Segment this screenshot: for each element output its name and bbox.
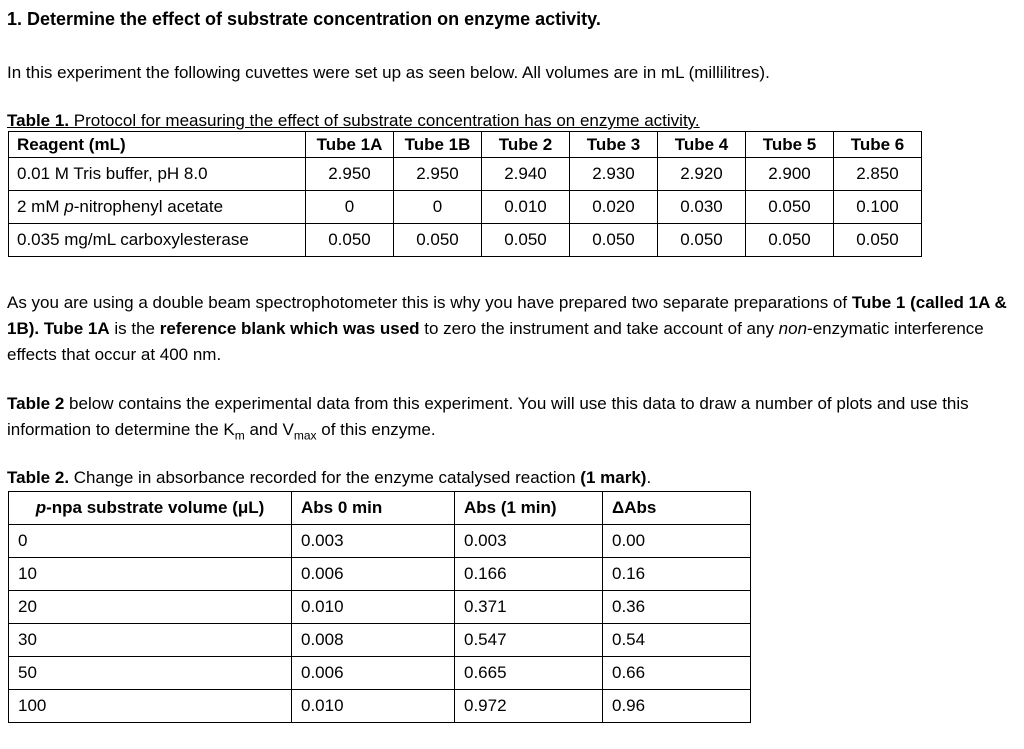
- table1-header-row: [9, 132, 922, 158]
- volume-cell: 0.050: [482, 224, 570, 257]
- table2-header-cell: ΔAbs: [603, 492, 751, 525]
- reagent-cell: 2 mM p-nitrophenyl acetate: [9, 191, 306, 224]
- table2-intro-paragraph: Table 2 below contains the experimental data from this experiment. You will use this data to draw a number of plots and use this information to determine the $K_m$ and $V_{max}$ of this enzyme.: [7, 394, 969, 443]
- volume-cell: 0: [394, 191, 482, 224]
- abs-0min-cell: 0.006: [292, 558, 455, 591]
- table-row: [9, 191, 922, 224]
- volume-cell: 2.920: [658, 158, 746, 191]
- table1-caption-text: Protocol for measuring the effect of substrate concentration has on enzyme activity.: [69, 111, 700, 130]
- abs-0min-cell: 0.008: [292, 624, 455, 657]
- volume-cell: 0.020: [570, 191, 658, 224]
- table1-header-cell: Tube 2: [482, 132, 570, 158]
- volume-cell: 0.050: [570, 224, 658, 257]
- spectrophotometer-paragraph: As you are using a double beam spectrophotometer this is why you have prepared two separate preparations of Tube 1 (called 1A & 1B). Tube 1A is the reference blank which was used to zero the instrument and take account of any non-enzymatic interference effects that occur at 400 nm.: [7, 293, 1007, 364]
- table2-caption: Table 2. Change in absorbance recorded for the enzyme catalysed reaction (1 mark).: [7, 468, 652, 487]
- table1-header-cell: Tube 5: [746, 132, 834, 158]
- volume-cell: 0.010: [482, 191, 570, 224]
- abs-1min-cell: 0.371: [455, 591, 603, 624]
- table2-header-cell: Abs (1 min): [455, 492, 603, 525]
- delta-abs-cell: 0.00: [603, 525, 751, 558]
- table1-header-cell: Tube 1B: [394, 132, 482, 158]
- volume-cell: 0: [306, 191, 394, 224]
- substrate-volume-cell: 0: [9, 525, 292, 558]
- table-row: [9, 224, 922, 257]
- intro-paragraph: In this experiment the following cuvettes were set up as seen below. All volumes are in mL (millilitres).: [7, 63, 770, 82]
- table1-header-cell: Tube 6: [834, 132, 922, 158]
- delta-abs-cell: 0.16: [603, 558, 751, 591]
- table2-header-row: [9, 492, 751, 525]
- absorbance-table: [8, 491, 751, 723]
- volume-cell: 0.100: [834, 191, 922, 224]
- substrate-volume-cell: 20: [9, 591, 292, 624]
- table-row: [9, 558, 751, 591]
- table-row: [9, 657, 751, 690]
- substrate-volume-cell: 50: [9, 657, 292, 690]
- volume-cell: 0.050: [746, 191, 834, 224]
- delta-abs-cell: 0.66: [603, 657, 751, 690]
- table1-caption: [7, 111, 700, 131]
- table-row: [9, 158, 922, 191]
- table1-caption-label: Table 1.: [7, 111, 70, 130]
- volume-cell: 2.850: [834, 158, 922, 191]
- abs-0min-cell: 0.006: [292, 657, 455, 690]
- abs-1min-cell: 0.972: [455, 690, 603, 723]
- reagent-cell: 0.01 M Tris buffer, pH 8.0: [9, 158, 306, 191]
- abs-0min-cell: 0.010: [292, 690, 455, 723]
- volume-cell: 0.050: [394, 224, 482, 257]
- delta-abs-cell: 0.54: [603, 624, 751, 657]
- volume-cell: 2.950: [306, 158, 394, 191]
- table-row: [9, 525, 751, 558]
- volume-cell: 0.050: [306, 224, 394, 257]
- table1-header-cell: Tube 1A: [306, 132, 394, 158]
- substrate-volume-cell: 10: [9, 558, 292, 591]
- table2-header-cell: Abs 0 min: [292, 492, 455, 525]
- abs-1min-cell: 0.547: [455, 624, 603, 657]
- table-row: [9, 591, 751, 624]
- volume-cell: 2.950: [394, 158, 482, 191]
- volume-cell: 0.050: [746, 224, 834, 257]
- volume-cell: 2.900: [746, 158, 834, 191]
- volume-cell: 2.930: [570, 158, 658, 191]
- table1-header-cell: Tube 3: [570, 132, 658, 158]
- volume-cell: 0.050: [658, 224, 746, 257]
- table-row: [9, 624, 751, 657]
- abs-1min-cell: 0.665: [455, 657, 603, 690]
- abs-1min-cell: 0.003: [455, 525, 603, 558]
- table-row: [9, 690, 751, 723]
- abs-1min-cell: 0.166: [455, 558, 603, 591]
- reagent-cell: 0.035 mg/mL carboxylesterase: [9, 224, 306, 257]
- protocol-table: [8, 131, 922, 257]
- abs-0min-cell: 0.010: [292, 591, 455, 624]
- delta-abs-cell: 0.36: [603, 591, 751, 624]
- page-title: 1. Determine the effect of substrate concentration on enzyme activity.: [7, 9, 601, 29]
- table2-header-cell: p-npa substrate volume (μL): [9, 492, 292, 525]
- delta-abs-cell: 0.96: [603, 690, 751, 723]
- table1-header-cell: Reagent (mL): [9, 132, 306, 158]
- substrate-volume-cell: 100: [9, 690, 292, 723]
- volume-cell: 2.940: [482, 158, 570, 191]
- substrate-volume-cell: 30: [9, 624, 292, 657]
- volume-cell: 0.030: [658, 191, 746, 224]
- table1-header-cell: Tube 4: [658, 132, 746, 158]
- volume-cell: 0.050: [834, 224, 922, 257]
- abs-0min-cell: 0.003: [292, 525, 455, 558]
